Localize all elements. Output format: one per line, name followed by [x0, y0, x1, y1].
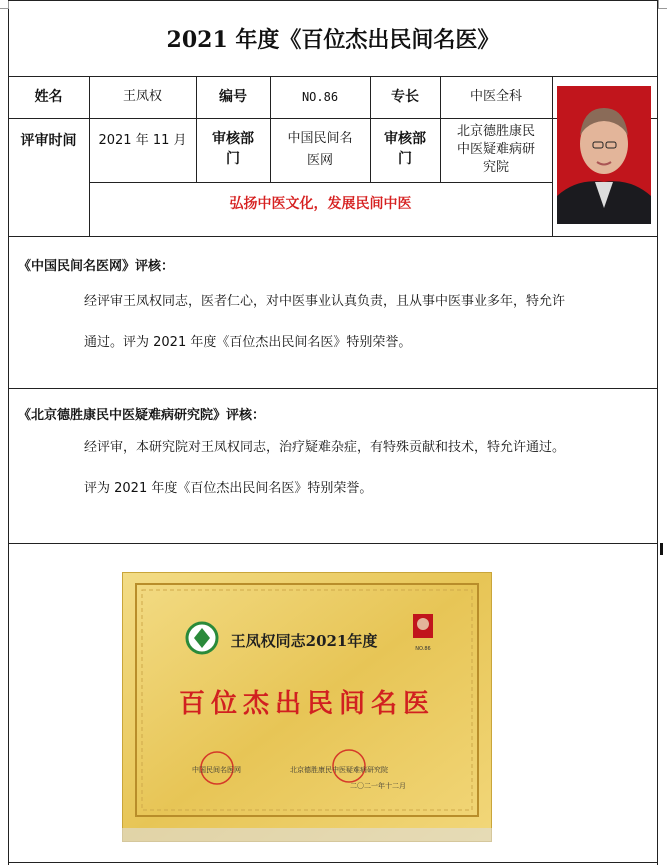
portrait-photo: [557, 86, 651, 224]
specialty-value: 中医全科: [469, 89, 522, 104]
edge-mark: [660, 543, 663, 555]
review-time-label: 评审时间: [20, 133, 77, 149]
specialty-label: 专长: [391, 89, 419, 105]
review1-line1: 经评审王凤权同志，医者仁心，对中医事业认真负责，且从事中医事业多年，特允许: [84, 294, 566, 309]
id-value: NO.86: [301, 90, 339, 104]
certificate-image: [122, 572, 492, 842]
review1-line2: 通过。评为 2021 年度《百位杰出民间名医》特别荣誉。: [84, 335, 412, 350]
name-label: 姓名: [34, 89, 63, 105]
cert-issuer1: 中国民间名医网: [192, 766, 241, 774]
review-dept2-value: 北京德胜康民 中医疑难病研 究院: [456, 124, 535, 175]
review-dept-value: 中国民间名 医网: [287, 131, 353, 168]
review2-line1: 经评审，本研究院对王凤权同志，治疗疑难杂症，有特殊贡献和技术，特允许通过。: [84, 440, 566, 455]
review1-heading: 《中国民间名医网》评核：: [18, 259, 175, 274]
page-title: 2021 年度《百位杰出民间名医》: [166, 26, 500, 53]
review-time-value: 2021 年 11 月: [98, 133, 187, 148]
cert-issuer2: 北京德胜康民中医疑难病研究院: [290, 766, 388, 774]
cert-date: 二〇二一年十二月: [350, 782, 406, 790]
id-label: 编号: [219, 89, 247, 105]
cert-subtitle: 王凤权同志2021年度: [230, 632, 378, 650]
name-value: 王凤权: [122, 89, 162, 104]
slogan: 弘扬中医文化，发展民间中医: [229, 196, 412, 212]
cert-main-title: 百位杰出民间名医: [178, 689, 436, 719]
review2-line2: 评为 2021 年度《百位杰出民间名医》特别荣誉。: [84, 481, 373, 496]
cert-number: NO.86: [415, 646, 431, 652]
corner-mark: [658, 0, 667, 9]
review2-heading: 《北京德胜康民中医疑难病研究院》评核：: [18, 408, 266, 423]
review-dept-label: 审核部 门: [212, 131, 254, 167]
review-dept2-label: 审核部 门: [384, 131, 426, 167]
